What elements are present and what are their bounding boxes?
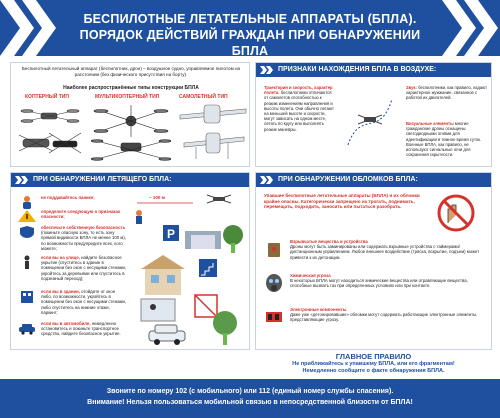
gas-mask-icon [262,273,286,293]
car-icon [17,321,37,335]
flying-item-5 [41,289,127,315]
debris-heading-text: ПРИ ОБНАРУЖЕНИИ ОБЛОМКОВ БПЛА: [278,176,418,183]
debris-item-1 [290,239,486,260]
warning-icon [17,209,37,223]
footer-banner [0,379,500,418]
flying-item-3-strong: обеспечьте собственную безопасность [41,225,126,230]
flying-item-4 [41,255,127,281]
types-panel [10,62,250,167]
chevron-arrow-icon [15,176,29,184]
no-window-sign-icon [195,295,217,317]
flying-item-5-strong: если вы в здании, [41,289,80,294]
signs-heading [256,63,491,77]
debris-item-1-title: Взрывчатые вещества и устройства [290,239,368,244]
stairs-sign-icon [199,259,217,277]
flying-heading [11,173,249,187]
debris-item-3-text: Даже уже «детонировавшие» обломки могут содержать работающие электронные элементы, представляющие угрозу. [290,312,478,323]
visual-block [406,121,488,157]
chevron-arrow-icon [260,176,274,184]
trajectory-title: Траектория и скорость, характер полета: [264,85,333,96]
flying-item-6-text: немедленно остановитесь и покиньте транспортное средство, найдите безопасное укрытие. [41,321,121,337]
main-rule-line-2: Немедленно сообщите о факте обнаружения БПЛА. [302,368,445,374]
flying-heading-text: ПРИ ОБНАРУЖЕНИИ ЛЕТЯЩЕГО БПЛА: [33,176,172,183]
flying-item-4-strong: если вы на улице, [41,255,80,260]
signs-panel [255,62,492,167]
debris-item-3-title: Электронные компоненты [290,307,347,312]
flying-item-1-strong: не поддавайтесь панике; [41,195,95,200]
chevron-arrow-icon [260,66,274,74]
calm-person-icon [17,195,37,209]
title-line-1: БЕСПИЛОТНЫЕ ЛЕТАТЕЛЬНЫЕ АППАРАТЫ (БПЛА). [83,12,417,26]
debris-item-2-title: Химическая угроза [290,273,331,278]
trajectory-block [264,85,336,132]
main-rule-title: ГЛАВНОЕ ПРАВИЛО [335,352,412,361]
flying-item-1 [41,195,127,200]
header-banner [0,0,500,56]
flying-item-2-strong: определите следующую о признаках опасности; [41,209,121,220]
distance-label: ~ 100 м [149,195,165,200]
flying-drone-panel [10,172,250,350]
multicopter-drone-icon [91,103,171,165]
flying-item-3-text: (покиньте опасную зону, то есть зону прямой видимости БПЛА не менее 100 м), по возможности предупредите всех, кого можете; [41,230,126,251]
safety-shield-icon [17,225,37,239]
house-icon [141,255,185,295]
flying-item-3 [41,225,127,251]
type-label-copter: КОПТЕРНЫЙ ТИП [25,94,69,100]
window-person-icon [141,299,175,321]
main-rule-line-1: Не приближайтесь к упавшему БПЛА, или его фрагментам! [292,361,455,367]
flying-item-5-text: отойдите от окон либо, по возможности, укройтесь в помещении без окон с несущими стенами, либо спуститесь на нижние этажи, паркинг; [41,289,127,315]
car-scene-icon [149,325,185,345]
airplane-drone-icon [176,101,248,165]
drone-small-icon [207,195,231,203]
sound-text: беспилотники, как правило, издают характерное жужжание, связанное с работой их двигателей. [406,85,488,101]
debris-lead [264,193,420,210]
type-label-airplane: САМОЛЕТНЫЙ ТИП [179,94,228,100]
tree-icon-2 [213,311,237,345]
debris-item-1-text: Дроны могут быть заминированы или содержать взрывные устройства с таймерами/дистанционным управлением. Любое внешнее воздействие (тряска, вскрытие, подъем) может привести к их детонации. [290,244,480,260]
flying-item-4-text: найдите безопасное укрытие (спуститесь в здание в помещении без окон с несущими стенами, укройтесь за деревьями или спуститесь в подземный переход); [41,255,127,281]
electronics-icon [262,307,286,327]
type-label-multicopter: МУЛЬТИКОПТЕРНЫЙ ТИП [95,94,160,100]
underpass-icon [185,231,221,249]
debris-heading [256,173,491,187]
chevron-right-decoration-icon [442,0,500,56]
debris-item-2 [290,273,486,289]
main-rule [255,352,492,375]
drone-trajectory-icon [340,89,400,153]
signs-heading-text: ПРИЗНАКИ НАХОЖДЕНИЯ БПЛА В ВОЗДУХЕ: [278,66,437,73]
debris-panel [255,172,492,350]
debris-item-3 [290,307,486,323]
title-line-2: ПОРЯДОК ДЕЙСТВИЙ ГРАЖДАН ПРИ ОБНАРУЖЕНИИ БПЛА [79,28,421,58]
types-intro: Беспилотный летательный аппарат (беспилотник, дрон) – воздушное судно, управляемое пилотом на расстоянии (без физического присутствия на борту). [21,66,241,77]
debris-item-2-text: В некоторых БПЛА могут находиться химические вещества или отравляющие вещества, способные вызвать газ при определенных условиях или при контакте. [290,278,468,289]
sound-block [406,85,488,101]
parking-sign-icon [163,225,179,241]
visual-title: Визуальные элементы [406,121,454,126]
scenario-illustrations [133,191,247,347]
flying-item-2 [41,209,127,219]
flying-item-6-strong: если вы в автомобиле, [41,321,91,326]
chevron-left-decoration-icon [0,0,58,56]
explosive-icon [262,239,286,259]
footer-line-2: Внимание! Нельзя пользоваться мобильной связью в непосредственной близости от БПЛА! [87,399,413,406]
tree-icon [223,225,243,253]
sound-title: Звук: [406,85,417,90]
flying-item-6 [41,321,127,337]
trajectory-text: беспилотники отличаются от самолетов способностью к резким изменениям направления и высоты полета. Они обычно летают на меньшей высоте и скорости, могут зависать на одном месте, летать по кругу или выполнять резкие маневры. [264,90,334,132]
footer-line-1: Звоните по номеру 102 (с мобильного) или 112 (единый номер службы спасения). [106,388,394,395]
building-icon [17,289,37,303]
page-title [60,11,440,59]
types-subheading: Наиболее распространённые типы конструкции БПЛА [63,85,199,91]
running-person-icon [136,210,142,224]
copter-drone-icon [19,103,81,163]
svg-text:P: P [167,227,176,241]
visual-text: многие гражданские дроны оснащены светодиодными огнями для идентификации в темное время суток. Военные БПЛА, как правило, не используют сигнальные огни для сохранения скрытности. [406,121,482,158]
debris-lead-text: Упавшие беспилотные летательные аппараты (БПЛА) и их обломки крайне опасны. Категорически запрещено их трогать, поднимать, перемещать, подходить, заносить или пытаться разобрать. [264,193,420,210]
no-touch-sign-icon [424,193,488,233]
street-person-icon [17,255,37,269]
